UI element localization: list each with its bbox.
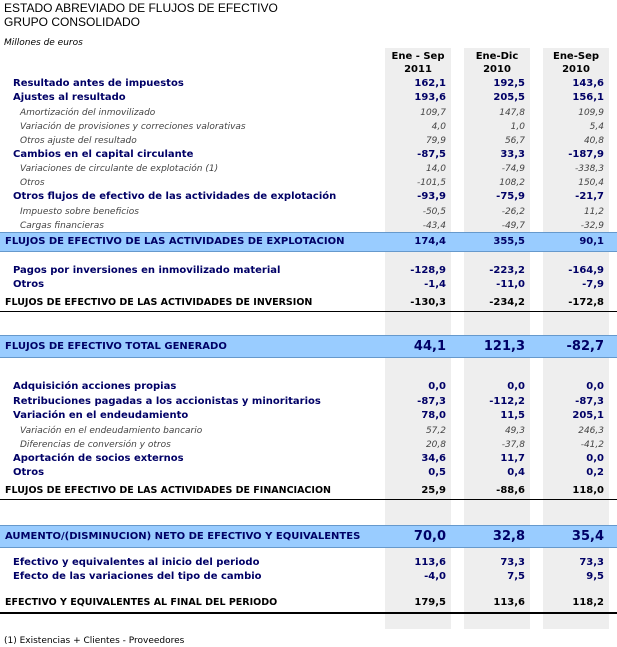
cell-2011: 179,5	[414, 597, 446, 608]
table-row	[0, 219, 617, 233]
cell-2011: 109,7	[420, 108, 446, 118]
table-row	[0, 264, 617, 278]
cell-2010-full: 56,7	[504, 136, 525, 146]
cell-2010-sep: -82,7	[566, 339, 604, 354]
cell-2011: -101,5	[416, 178, 446, 188]
table-row	[0, 452, 617, 466]
row-label: Aportación de socios externos	[13, 453, 184, 464]
cell-2010-sep: 150,4	[578, 178, 604, 188]
table-row	[0, 134, 617, 148]
cell-2010-sep: 5,4	[589, 122, 604, 132]
cell-2011: 79,9	[425, 136, 446, 146]
cell-2010-sep: 118,2	[572, 597, 604, 608]
table-row	[0, 278, 617, 292]
row-label: Otros	[13, 279, 45, 290]
units-label: Millones de euros	[4, 38, 83, 48]
cell-2010-full: -112,2	[489, 396, 525, 407]
row-label: Otros	[20, 178, 45, 188]
row-label: Pagos por inversiones en inmovilizado material	[13, 265, 281, 276]
cell-2011: -128,9	[410, 265, 446, 276]
cell-2010-full: 11,5	[500, 410, 525, 421]
row-label: Diferencias de conversión y otros	[20, 440, 171, 450]
cell-2010-sep: -41,2	[580, 440, 604, 450]
cell-2011: 113,6	[414, 557, 446, 568]
cell-2010-sep: 9,5	[586, 571, 604, 582]
cell-2010-full: 192,5	[493, 78, 525, 89]
cell-2010-full: -11,0	[496, 279, 525, 290]
cell-2010-full: 49,3	[504, 426, 525, 436]
cell-2010-full: 147,8	[499, 108, 525, 118]
footnote: (1) Existencias + Clientes - Proveedores	[4, 636, 185, 646]
row-label: Ajustes al resultado	[13, 92, 126, 103]
column-header-year: 2011	[404, 64, 432, 75]
cell-2010-full: 355,5	[493, 236, 525, 247]
table-row	[0, 162, 617, 176]
cell-2010-full: 33,3	[500, 149, 525, 160]
cell-2010-full: -75,9	[496, 191, 525, 202]
column-header-period: Ene - Sep	[391, 51, 445, 62]
cell-2011: 78,0	[421, 410, 446, 421]
cell-2010-full: -88,6	[496, 485, 525, 496]
table-row	[0, 409, 617, 423]
cell-2010-sep: -164,9	[568, 265, 604, 276]
cell-2011: -87,3	[417, 396, 446, 407]
cell-2010-sep: 205,1	[572, 410, 604, 421]
cell-2011: 4,0	[431, 122, 446, 132]
cell-2010-full: 0,4	[507, 467, 525, 478]
cell-2010-sep: 143,6	[572, 78, 604, 89]
cell-2011: 25,9	[421, 485, 446, 496]
row-label: Variación en el endeudamiento bancario	[20, 426, 203, 436]
cell-2011: 57,2	[425, 426, 446, 436]
row-label: Otros	[13, 467, 45, 478]
subtotal-row-operating	[0, 232, 617, 252]
row-label: Efectivo y equivalentes al inicio del periodo	[13, 557, 260, 568]
row-label: Amortización del inmovilizado	[20, 108, 156, 118]
row-label: Otros ajuste del resultado	[20, 136, 137, 146]
table-row	[0, 424, 617, 438]
cell-2010-full: 121,3	[483, 339, 525, 354]
table-row	[0, 395, 617, 409]
cell-2010-full: 73,3	[500, 557, 525, 568]
cell-2010-sep: 156,1	[572, 92, 604, 103]
table-row	[0, 205, 617, 219]
cell-2010-sep: -7,9	[582, 279, 604, 290]
table-row	[0, 570, 617, 584]
column-header-period: Ene-Dic	[475, 51, 519, 62]
row-label: Variación en el endeudamiento	[13, 410, 189, 421]
cell-2010-sep: -87,3	[575, 396, 604, 407]
row-label: Resultado antes de impuestos	[13, 78, 184, 89]
cell-2011: 0,5	[428, 467, 446, 478]
ending-cash-row	[0, 594, 617, 614]
column-header-2010-full	[464, 50, 530, 76]
cell-2010-full: -223,2	[489, 265, 525, 276]
table-row	[0, 466, 617, 480]
net-change-row	[0, 525, 617, 548]
subtotal-row-investing	[0, 294, 617, 312]
cell-2011: -4,0	[424, 571, 446, 582]
table-row	[0, 91, 617, 105]
row-label: FLUJOS DE EFECTIVO TOTAL GENERADO	[5, 341, 227, 352]
row-label: Retribuciones pagadas a los accionistas y minoritarios	[13, 396, 321, 407]
table-row	[0, 190, 617, 204]
table-row	[0, 380, 617, 394]
table-row	[0, 106, 617, 120]
cell-2010-sep: 40,8	[583, 136, 604, 146]
report-subtitle: GRUPO CONSOLIDADO	[4, 15, 141, 29]
table-row	[0, 148, 617, 162]
cell-2010-sep: -21,7	[575, 191, 604, 202]
cell-2010-sep: 11,2	[583, 207, 604, 217]
row-label: FLUJOS DE EFECTIVO DE LAS ACTIVIDADES DE INVERSION	[5, 297, 313, 308]
cell-2010-sep: 118,0	[572, 485, 604, 496]
row-label: FLUJOS DE EFECTIVO DE LAS ACTIVIDADES DE EXPLOTACION	[5, 236, 345, 247]
column-header-year: 2010	[562, 64, 590, 75]
row-label: FLUJOS DE EFECTIVO DE LAS ACTIVIDADES DE FINANCIACION	[5, 485, 331, 496]
cell-2010-sep: -32,9	[580, 221, 604, 231]
cell-2010-sep: -187,9	[568, 149, 604, 160]
cell-2011: 193,6	[414, 92, 446, 103]
cell-2011: 20,8	[425, 440, 446, 450]
column-header-2010-sep	[543, 50, 609, 76]
row-label: Efecto de las variaciones del tipo de cambio	[13, 571, 262, 582]
cell-2010-full: -234,2	[489, 297, 525, 308]
subtotal-row-financing	[0, 482, 617, 500]
cell-2010-full: 113,6	[493, 597, 525, 608]
cell-2011: -130,3	[410, 297, 446, 308]
cell-2011: -87,5	[417, 149, 446, 160]
cell-2010-full: -37,8	[501, 440, 525, 450]
cell-2010-sep: 90,1	[579, 236, 604, 247]
cell-2010-full: 11,7	[500, 453, 525, 464]
cell-2011: 0,0	[428, 381, 446, 392]
column-header-period: Ene-Sep	[552, 51, 600, 62]
cell-2010-sep: 35,4	[571, 529, 604, 544]
row-label: Cargas financieras	[20, 221, 104, 231]
cell-2011: -1,4	[424, 279, 446, 290]
row-label: Variación de provisiones y correciones valorativas	[20, 122, 246, 132]
row-label: AUMENTO/(DISMINUCION) NETO DE EFECTIVO Y EQUIVALENTES	[5, 531, 361, 542]
row-label: Impuesto sobre beneficios	[20, 207, 139, 217]
cell-2010-full: 32,8	[492, 529, 525, 544]
cell-2011: 44,1	[413, 339, 446, 354]
report-title: ESTADO ABREVIADO DE FLUJOS DE EFECTIVO	[4, 1, 278, 15]
cell-2010-sep: 109,9	[578, 108, 604, 118]
cell-2010-sep: 0,2	[586, 467, 604, 478]
cell-2010-full: 7,5	[507, 571, 525, 582]
cell-2010-full: 108,2	[499, 178, 525, 188]
column-header-year: 2010	[483, 64, 511, 75]
cell-2010-full: -74,9	[501, 164, 525, 174]
table-row	[0, 438, 617, 452]
table-row	[0, 556, 617, 570]
cell-2010-full: 205,5	[493, 92, 525, 103]
row-label: EFECTIVO Y EQUIVALENTES AL FINAL DEL PERIODO	[5, 597, 278, 608]
row-label: Cambios en el capital circulante	[13, 149, 194, 160]
cell-2010-sep: -338,3	[574, 164, 604, 174]
cell-2010-sep: 0,0	[586, 381, 604, 392]
column-header-2011	[385, 50, 451, 76]
cell-2011: -50,5	[422, 207, 446, 217]
cell-2011: 14,0	[425, 164, 446, 174]
cell-2011: -43,4	[422, 221, 446, 231]
cell-2011: 162,1	[414, 78, 446, 89]
table-row	[0, 176, 617, 190]
row-label: Otros flujos de efectivo de las actividades de explotación	[13, 191, 337, 202]
cell-2010-sep: 0,0	[586, 453, 604, 464]
table-row	[0, 77, 617, 91]
cell-2011: 70,0	[413, 529, 446, 544]
cell-2010-full: 0,0	[507, 381, 525, 392]
row-label: Variaciones de circulante de explotación (1)	[20, 164, 219, 174]
cell-2010-full: -26,2	[501, 207, 525, 217]
cell-2010-sep: 73,3	[579, 557, 604, 568]
row-label: Adquisición acciones propias	[13, 381, 177, 392]
cell-2011: -93,9	[417, 191, 446, 202]
cell-2011: 174,4	[414, 236, 446, 247]
cell-2010-full: -49,7	[501, 221, 525, 231]
cell-2010-full: 1,0	[510, 122, 525, 132]
total-cash-generated-row	[0, 335, 617, 358]
cell-2010-sep: -172,8	[568, 297, 604, 308]
table-row	[0, 120, 617, 134]
cell-2011: 34,6	[421, 453, 446, 464]
cell-2010-sep: 246,3	[578, 426, 604, 436]
